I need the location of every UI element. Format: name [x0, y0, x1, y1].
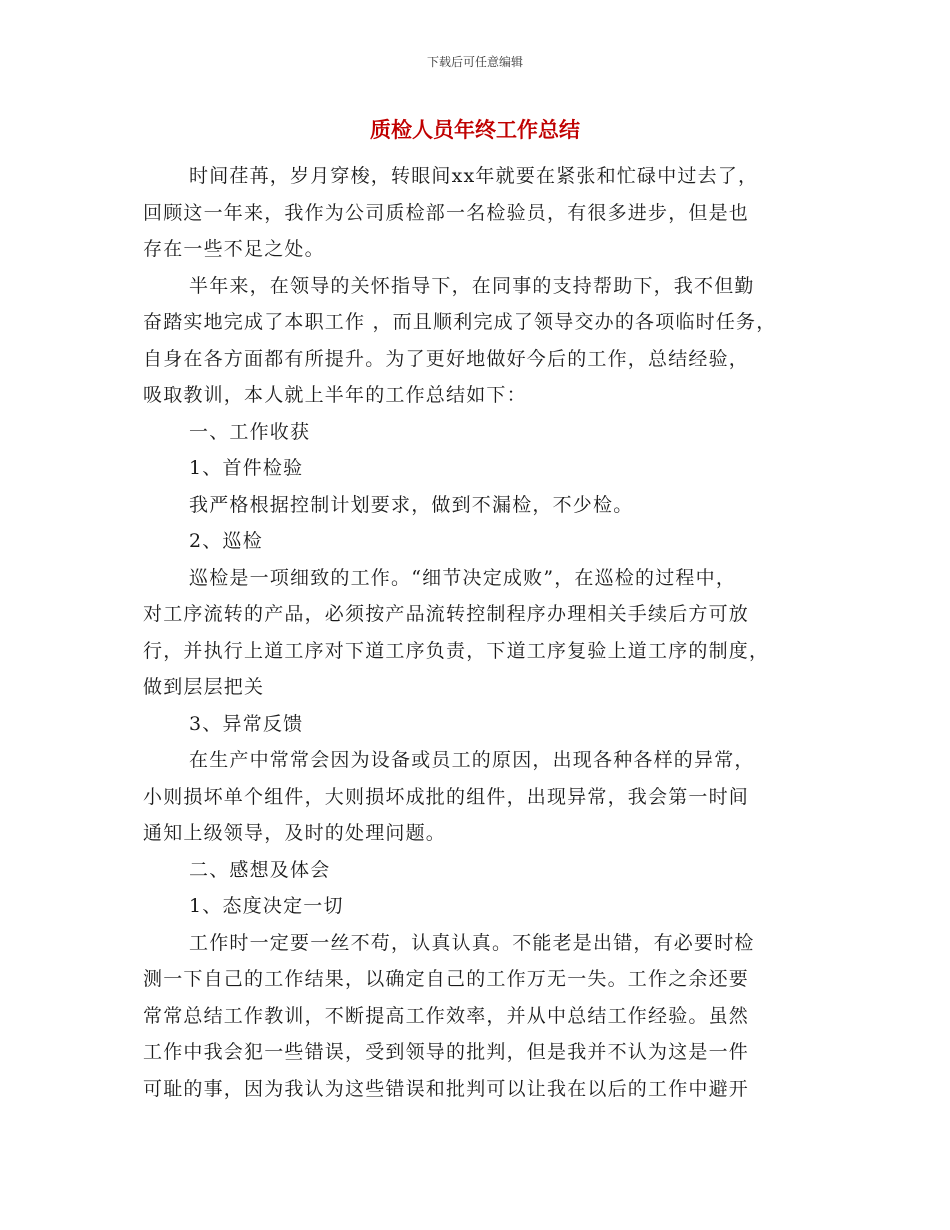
body-line: 行，并执行上道工序对下道工序负责，下道工序复验上道工序的制度，: [143, 639, 770, 662]
document-body: [143, 158, 823, 1107]
body-line: 半年来，在领导的关怀指导下，在同事的支持帮助下，我不但勤: [189, 274, 755, 297]
body-line: 工作时一定要一丝不苟，认真认真。不能老是出错，有必要时检: [189, 931, 755, 954]
body-line: 工作中我会犯一些错误，受到领导的批判，但是我并不认为这是一件: [143, 1041, 750, 1063]
body-line: 2、巡检: [189, 530, 263, 552]
body-line: 吸取教训，本人就上半年的工作总结如下：: [143, 384, 527, 406]
body-line: 我严格根据控制计划要求，做到不漏检，不少检。: [189, 493, 634, 516]
body-line: 在生产中常常会因为设备或员工的原因，出现各种各样的异常，: [189, 749, 755, 771]
body-line: 1、首件检验: [189, 457, 304, 479]
body-line: 对工序流转的产品，必须按产品流转控制程序办理相关手续后方可放: [143, 603, 750, 625]
body-line: 1、态度决定一切: [189, 895, 344, 917]
body-line: 二、感想及体会: [189, 858, 331, 881]
body-line: 回顾这一年来，我作为公司质检部一名检验员，有很多进步，但是也: [143, 201, 750, 224]
body-line: 常常总结工作教训，不断提高工作效率，并从中总结工作经验。虽然: [143, 1004, 750, 1027]
body-line: 3、异常反馈: [189, 712, 304, 735]
body-line: 通知上级领导，及时的处理问题。: [143, 822, 447, 844]
body-line: 测一下自己的工作结果，以确定自己的工作万无一失。工作之余还要: [143, 968, 750, 990]
document-title: 质检人员年终工作总结: [370, 118, 580, 142]
body-line: 时间荏苒，岁月穿梭，转眼间xx年就要在紧张和忙碌中过去了，: [189, 165, 759, 187]
body-line: 巡检是一项细致的工作。“细节决定成败”，在巡检的过程中，: [189, 566, 737, 589]
body-line: 做到层层把关: [143, 676, 265, 698]
body-line: 存在一些不足之处。: [143, 238, 325, 260]
body-line: 一、工作收获: [189, 420, 311, 443]
body-line: 可耻的事，因为我认为这些错误和批判可以让我在以后的工作中避开: [143, 1077, 750, 1100]
header-note: 下载后可任意编辑: [426, 55, 523, 69]
body-line: 小则损坏单个组件，大则损坏成批的组件，出现异常，我会第一时间: [143, 785, 750, 808]
body-line: 自身在各方面都有所提升。为了更好地做好今后的工作，总结经验，: [143, 347, 750, 370]
body-line: 奋踏实地完成了本职工作 ，而且顺利完成了领导交办的各项临时任务，: [143, 311, 777, 333]
